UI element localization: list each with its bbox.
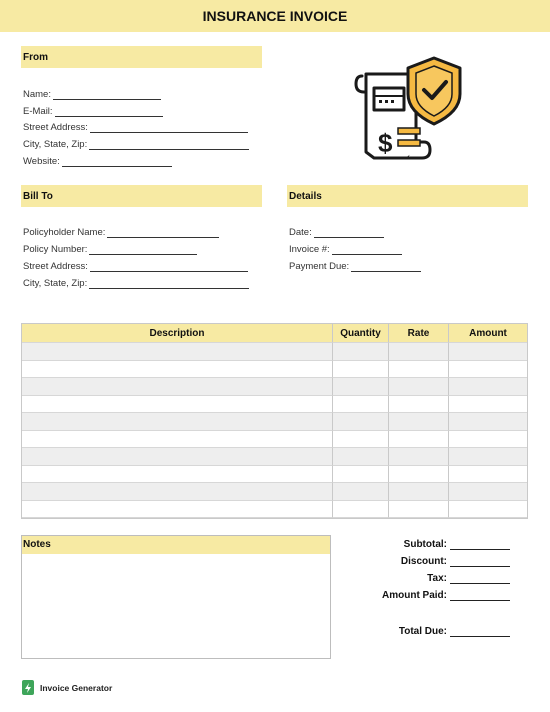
bill-street-line[interactable] bbox=[90, 261, 248, 272]
from-email-label: E-Mail: bbox=[23, 106, 53, 117]
description-cell[interactable] bbox=[22, 431, 333, 449]
rate-cell[interactable] bbox=[389, 413, 449, 431]
from-heading: From bbox=[21, 46, 262, 68]
payment-due-line[interactable] bbox=[351, 261, 421, 272]
rate-cell[interactable] bbox=[389, 501, 449, 519]
payment-due-label: Payment Due: bbox=[289, 261, 350, 272]
amount-cell[interactable] bbox=[449, 378, 527, 396]
quantity-cell[interactable] bbox=[333, 483, 389, 501]
rate-cell[interactable] bbox=[389, 466, 449, 484]
tax-line[interactable] bbox=[450, 573, 510, 584]
quantity-cell[interactable] bbox=[333, 378, 389, 396]
description-cell[interactable] bbox=[22, 396, 333, 414]
payment-due-field[interactable] bbox=[289, 259, 421, 272]
description-cell[interactable] bbox=[22, 466, 333, 484]
rate-cell[interactable] bbox=[389, 431, 449, 449]
policyholder-name-line[interactable] bbox=[107, 227, 219, 238]
tax-row[interactable] bbox=[427, 573, 510, 584]
from-city-field[interactable] bbox=[23, 137, 249, 150]
description-cell[interactable] bbox=[22, 448, 333, 466]
from-website-field[interactable] bbox=[23, 154, 172, 167]
policyholder-name-label: Policyholder Name: bbox=[23, 227, 106, 238]
line-items-table bbox=[21, 323, 528, 519]
table-row[interactable] bbox=[22, 501, 527, 519]
policyholder-name-field[interactable] bbox=[23, 225, 219, 238]
header-description: Description bbox=[22, 324, 333, 343]
date-field[interactable] bbox=[289, 225, 384, 238]
policy-number-field[interactable] bbox=[23, 242, 197, 255]
rate-cell[interactable] bbox=[389, 448, 449, 466]
from-city-line[interactable] bbox=[89, 139, 249, 150]
subtotal-row[interactable] bbox=[404, 539, 510, 550]
bill-city-field[interactable] bbox=[23, 276, 249, 289]
quantity-cell[interactable] bbox=[333, 343, 389, 361]
rate-cell[interactable] bbox=[389, 483, 449, 501]
table-row[interactable] bbox=[22, 466, 527, 484]
date-line[interactable] bbox=[314, 227, 384, 238]
notes-heading: Notes bbox=[21, 535, 331, 554]
description-cell[interactable] bbox=[22, 378, 333, 396]
invoice-number-field[interactable] bbox=[289, 242, 402, 255]
table-header-row bbox=[22, 324, 527, 343]
policy-number-label: Policy Number: bbox=[23, 244, 88, 255]
header-rate: Rate bbox=[389, 324, 449, 343]
discount-line[interactable] bbox=[450, 556, 510, 567]
from-name-line[interactable] bbox=[53, 89, 161, 100]
tax-label: Tax: bbox=[427, 573, 447, 584]
rate-cell[interactable] bbox=[389, 378, 449, 396]
from-website-line[interactable] bbox=[62, 156, 172, 167]
subtotal-line[interactable] bbox=[450, 539, 510, 550]
bill-street-label: Street Address: bbox=[23, 261, 88, 272]
amount-cell[interactable] bbox=[449, 501, 527, 519]
subtotal-label: Subtotal: bbox=[403, 539, 447, 550]
amount-cell[interactable] bbox=[449, 466, 527, 484]
table-row[interactable] bbox=[22, 431, 527, 449]
from-email-line[interactable] bbox=[55, 106, 163, 117]
table-row[interactable] bbox=[22, 448, 527, 466]
quantity-cell[interactable] bbox=[333, 466, 389, 484]
from-street-line[interactable] bbox=[90, 122, 248, 133]
from-name-field[interactable] bbox=[23, 87, 161, 100]
page-title: INSURANCE INVOICE bbox=[0, 0, 550, 32]
from-email-field[interactable] bbox=[23, 104, 163, 117]
from-street-label: Street Address: bbox=[23, 122, 88, 133]
rate-cell[interactable] bbox=[389, 396, 449, 414]
bill-city-line[interactable] bbox=[89, 278, 249, 289]
table-row[interactable] bbox=[22, 361, 527, 379]
table-row[interactable] bbox=[22, 413, 527, 431]
insurance-document-shield-icon bbox=[352, 52, 464, 164]
invoice-generator-logo-icon bbox=[22, 680, 34, 695]
description-cell[interactable] bbox=[22, 413, 333, 431]
amount-cell[interactable] bbox=[449, 431, 527, 449]
description-cell[interactable] bbox=[22, 501, 333, 519]
quantity-cell[interactable] bbox=[333, 396, 389, 414]
details-heading: Details bbox=[287, 185, 528, 207]
total-due-row[interactable] bbox=[399, 626, 510, 637]
table-row[interactable] bbox=[22, 396, 527, 414]
amount-paid-label: Amount Paid: bbox=[382, 590, 447, 601]
table-row[interactable] bbox=[22, 378, 527, 396]
bill-to-heading: Bill To bbox=[21, 185, 262, 207]
notes-textarea[interactable] bbox=[21, 535, 331, 659]
rate-cell[interactable] bbox=[389, 361, 449, 379]
from-city-label: City, State, Zip: bbox=[23, 139, 88, 150]
footer-brand[interactable] bbox=[22, 680, 112, 695]
amount-paid-line[interactable] bbox=[450, 590, 510, 601]
amount-cell[interactable] bbox=[449, 413, 527, 431]
footer-brand-text: Invoice Generator bbox=[40, 682, 113, 693]
from-website-label: Website: bbox=[23, 156, 60, 167]
discount-row[interactable] bbox=[401, 556, 510, 567]
table-row[interactable] bbox=[22, 483, 527, 501]
amount-paid-row[interactable] bbox=[382, 590, 510, 601]
quantity-cell[interactable] bbox=[333, 431, 389, 449]
bill-city-label: City, State, Zip: bbox=[23, 278, 88, 289]
header-quantity: Quantity bbox=[333, 324, 389, 343]
table-row[interactable] bbox=[22, 343, 527, 361]
quantity-cell[interactable] bbox=[333, 448, 389, 466]
description-cell[interactable] bbox=[22, 361, 333, 379]
svg-text:$: $ bbox=[378, 128, 393, 158]
quantity-cell[interactable] bbox=[333, 413, 389, 431]
bill-street-field[interactable] bbox=[23, 259, 248, 272]
date-label: Date: bbox=[289, 227, 312, 238]
description-cell[interactable] bbox=[22, 343, 333, 361]
discount-label: Discount: bbox=[400, 556, 447, 567]
total-due-line[interactable] bbox=[450, 626, 510, 637]
description-cell[interactable] bbox=[22, 483, 333, 501]
quantity-cell[interactable] bbox=[333, 361, 389, 379]
rate-cell[interactable] bbox=[389, 343, 449, 361]
from-name-label: Name: bbox=[23, 89, 51, 100]
amount-cell[interactable] bbox=[449, 343, 527, 361]
from-street-field[interactable] bbox=[23, 120, 248, 133]
invoice-number-line[interactable] bbox=[332, 244, 402, 255]
amount-cell[interactable] bbox=[449, 396, 527, 414]
amount-cell[interactable] bbox=[449, 361, 527, 379]
policy-number-line[interactable] bbox=[89, 244, 197, 255]
quantity-cell[interactable] bbox=[333, 501, 389, 519]
amount-cell[interactable] bbox=[449, 483, 527, 501]
total-due-label: Total Due: bbox=[398, 626, 447, 637]
amount-cell[interactable] bbox=[449, 448, 527, 466]
invoice-number-label: Invoice #: bbox=[289, 244, 330, 255]
header-amount: Amount bbox=[449, 324, 527, 343]
